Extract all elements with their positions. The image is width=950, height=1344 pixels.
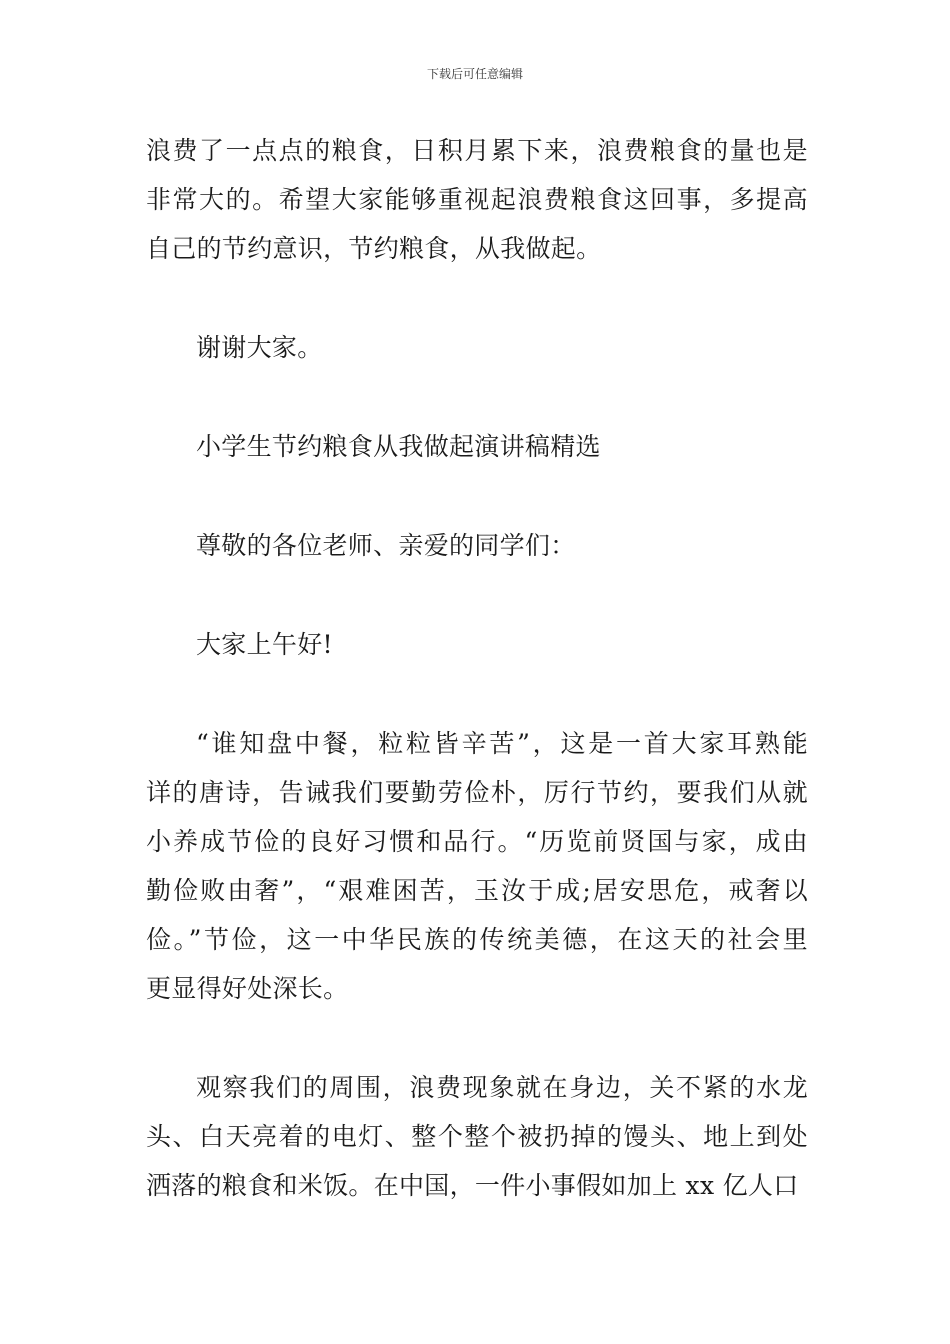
text-line: 谢谢大家。: [196, 333, 323, 362]
paragraph: [146, 422, 808, 471]
paragraph: [146, 323, 808, 372]
paragraph: [146, 126, 808, 273]
page-header: 下载后可任意编辑: [426, 67, 523, 81]
paragraph-spacer: [146, 669, 808, 719]
paragraph: [146, 719, 808, 1013]
paragraph-spacer: [146, 273, 808, 323]
text-line: 洒落的粮食和米饭。在中国，一件小事假如加上 xx 亿人口: [146, 1171, 799, 1200]
paragraph-spacer: [146, 1013, 808, 1063]
text-line: 小养成节俭的良好习惯和品行。“历览前贤国与家，成由: [146, 827, 808, 856]
text-line: 观察我们的周围，浪费现象就在身边，关不紧的水龙: [196, 1073, 808, 1102]
document-body: [146, 126, 808, 1210]
paragraph-spacer: [146, 372, 808, 422]
paragraph: [146, 521, 808, 570]
text-line: 尊敬的各位老师、亲爱的同学们：: [196, 531, 576, 560]
text-line: 更显得好处深长。: [146, 974, 349, 1003]
paragraph: [146, 1063, 808, 1210]
paragraph: [146, 620, 808, 669]
text-line: 小学生节约粮食从我做起演讲稿精选: [196, 432, 601, 461]
text-line: 勤俭败由奢”，“艰难困苦，玉汝于成;居安思危，戒奢以: [146, 876, 808, 905]
text-line: 大家上午好!: [196, 630, 333, 659]
text-line: 非常大的。希望大家能够重视起浪费粮食这回事，多提高: [146, 185, 808, 214]
text-line: 浪费了一点点的粮食，日积月累下来，浪费粮食的量也是: [146, 136, 808, 165]
text-line: 头、白天亮着的电灯、整个整个被扔掉的馒头、地上到处: [146, 1122, 808, 1151]
text-line: 自己的节约意识，节约粮食，从我做起。: [146, 234, 602, 263]
text-line: 详的唐诗，告诫我们要勤劳俭朴，厉行节约，要我们从就: [146, 778, 808, 807]
text-line: “谁知盘中餐，粒粒皆辛苦”，这是一首大家耳熟能: [196, 729, 808, 758]
paragraph-spacer: [146, 471, 808, 521]
paragraph-spacer: [146, 570, 808, 620]
text-line: 俭。”节俭，这一中华民族的传统美德，在这天的社会里: [146, 925, 808, 954]
